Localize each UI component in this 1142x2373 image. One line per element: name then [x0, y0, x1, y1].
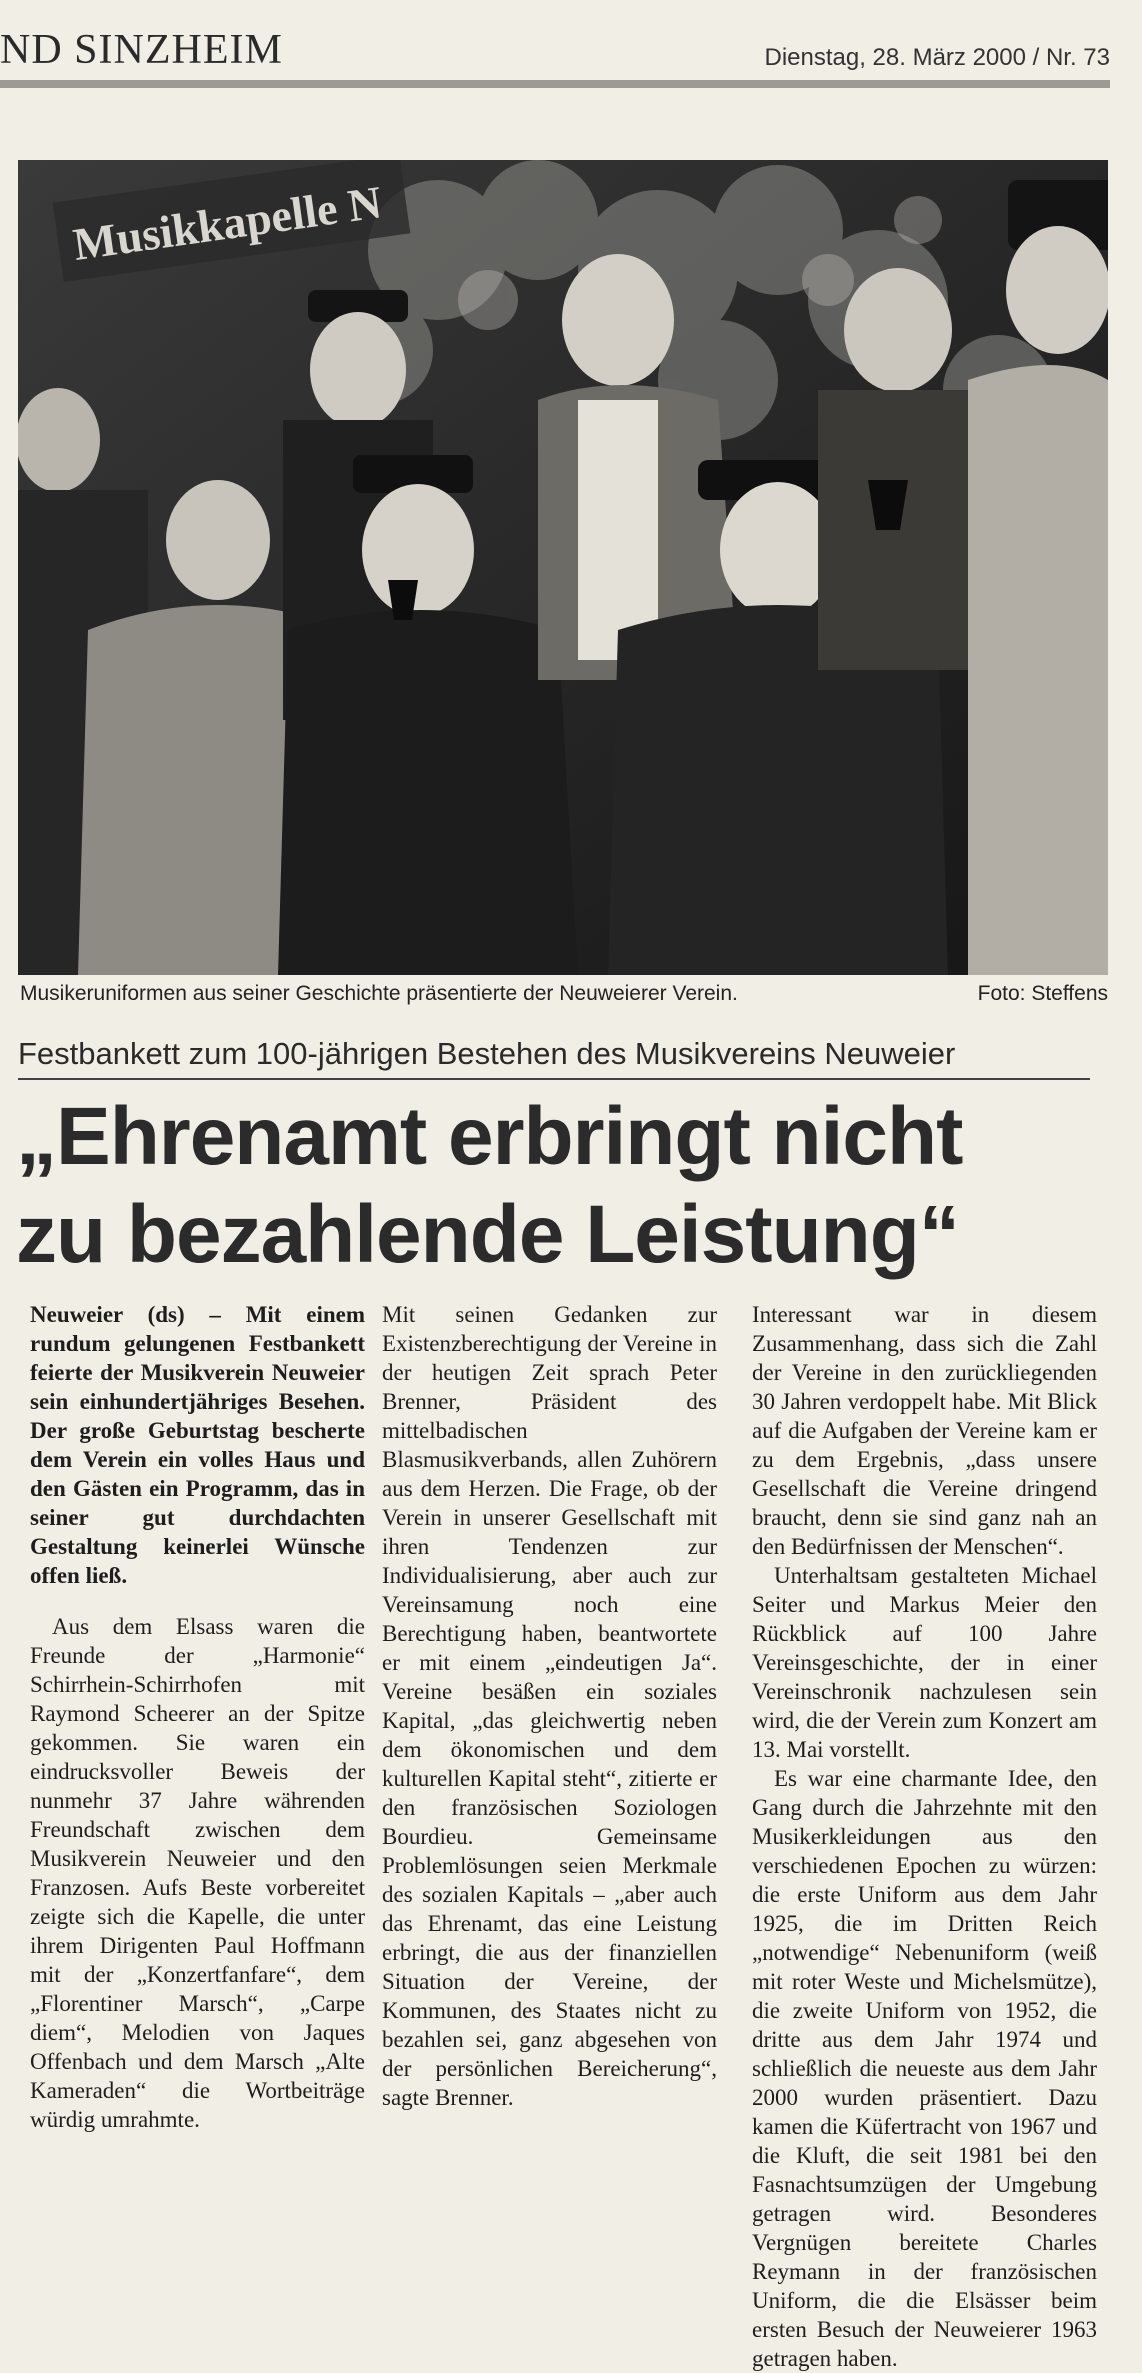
article-column-2 [382, 1300, 717, 2112]
article-paragraph-2: Mit seinen Gedanken zur Existenzberechtigung der Vereine in der heutigen Zeit sprach Peter Brenner, Präsident des mittelbadischen Blasmusikverbands, allen Zuhörern aus dem Herzen. Die Frage, ob der Verein in unserer Gesellschaft mit ihren Tendenzen zur Individualisierung, aber auch zur Vereinsamung noch eine Berechtigung haben, beantwortete er mit einem „eindeutigen Ja“. Vereine besäßen ein soziales Kapital, „das gleichwertig neben dem ökonomischen und dem kulturellen Kapital steht“, zitierte er den französischen Soziologen Bourdieu. Gemeinsame Problemlösungen seien Merkmale des sozialen Kapitals – „aber auch das Ehrenamt, das eine Leistung erbringt, die aus der finanziellen Situation der Vereine, der Kommunen, des Staates nicht zu bezahlen sei, ganz abgesehen von der persönlichen Bereicherung“, sagte Brenner. [382, 1302, 717, 2110]
article-kicker: Festbankett zum 100-jährigen Bestehen des Musikvereins Neuweier [18, 1036, 956, 1071]
article-paragraph-4: Unterhaltsam gestalteten Michael Seiter und Markus Meier den Rückblick auf 100 Jahre Vereinsgeschichte, der in einer Vereinschronik nachzulesen sein wird, die der Verein zum Konzert am 13. Mai vorstellt. [752, 1563, 1097, 1762]
newspaper-masthead: ND SINZHEIM [0, 27, 283, 73]
article-paragraph-3: Interessant war in diesem Zusammenhang, dass sich die Zahl der Vereine in den zurückliegenden 30 Jahren verdoppelt habe. Mit Blick auf die Aufgaben der Vereine kam er zu dem Ergebnis, „dass unsere Gesellschaft die Vereine dringend braucht, denn sie sind ganz nah an den Bedürfnissen der Menschen“. [752, 1302, 1097, 1559]
article-column-1 [30, 1300, 365, 2134]
header-rule [0, 80, 1110, 88]
group-photo-illustration [18, 160, 1108, 975]
headline-line-2: zu bezahlende Leistung“ [16, 1189, 959, 1280]
page-header [0, 0, 1110, 92]
caption-text: Musikeruniformen aus seiner Geschichte präsentierte der Neuweierer Verein. [20, 982, 738, 1005]
article-paragraph-5: Es war eine charmante Idee, den Gang durch die Jahrzehnte mit den Musikerkleidungen aus den verschiedenen Epochen zu würzen: die erste Uniform aus dem Jahr 1925, die im Dritten Reich „notwendige“ Nebenuniform (weiß mit roter Weste und Michelsmütze), die zweite Uniform von 1952, die dritte aus dem Jahr 1974 und schließlich die neueste aus dem Jahr 2000 wurden präsentiert. Dazu kamen die Küfertracht von 1967 und die Kluft, die seit 1981 bei den Fasnachtsumzügen der Umgebung getragen wird. Besonderes Vergnügen bereitete Charles Reymann in der französischen Uniform, die die Elsässer beim ersten Besuch der Neuweierer 1963 getragen haben. [752, 1766, 1097, 2371]
article-headline [16, 1088, 1106, 1284]
photo-credit: Foto: Steffens [977, 982, 1108, 1005]
banner-text: Musikkapelle N [70, 176, 385, 270]
photo-caption [20, 982, 1108, 1006]
article-lead: Neuweier (ds) – Mit einem rundum gelungenen Festbankett feierte der Musikverein Neuweier sein einhundertjähriges Besehen. Der große Geburtstag bescherte dem Verein ein volles Haus und den Gästen ein Programm, das in seiner gut durchdachten Gestaltung keinerlei Wünsche offen ließ. [30, 1302, 365, 1588]
article-column-3 [752, 1300, 1097, 2373]
article-paragraph-1: Aus dem Elsass waren die Freunde der „Harmonie“ Schirrhein-Schirrhofen mit Raymond Scheerer an der Spitze gekommen. Sie waren ein eindrucksvoller Beweis der nunmehr 37 Jahre währenden Freundschaft zwischen dem Musikverein Neuweier und den Franzosen. Aufs Beste vorbereitet zeigte sich die Kapelle, die unter ihrem Dirigenten Paul Hoffmann mit der „Konzertfanfare“, dem „Florentiner Marsch“, „Carpe diem“, Melodien von Jaques Offenbach und dem Marsch „Alte Kameraden“ die Wortbeiträge würdig umrahmte. [30, 1614, 365, 2132]
article-body [20, 1300, 1110, 2371]
issue-dateline: Dienstag, 28. März 2000 / Nr. 73 [764, 44, 1110, 71]
headline-line-1: „Ehrenamt erbringt nicht [16, 1091, 963, 1182]
article-photo [18, 160, 1108, 975]
kicker-rule [18, 1078, 1090, 1080]
